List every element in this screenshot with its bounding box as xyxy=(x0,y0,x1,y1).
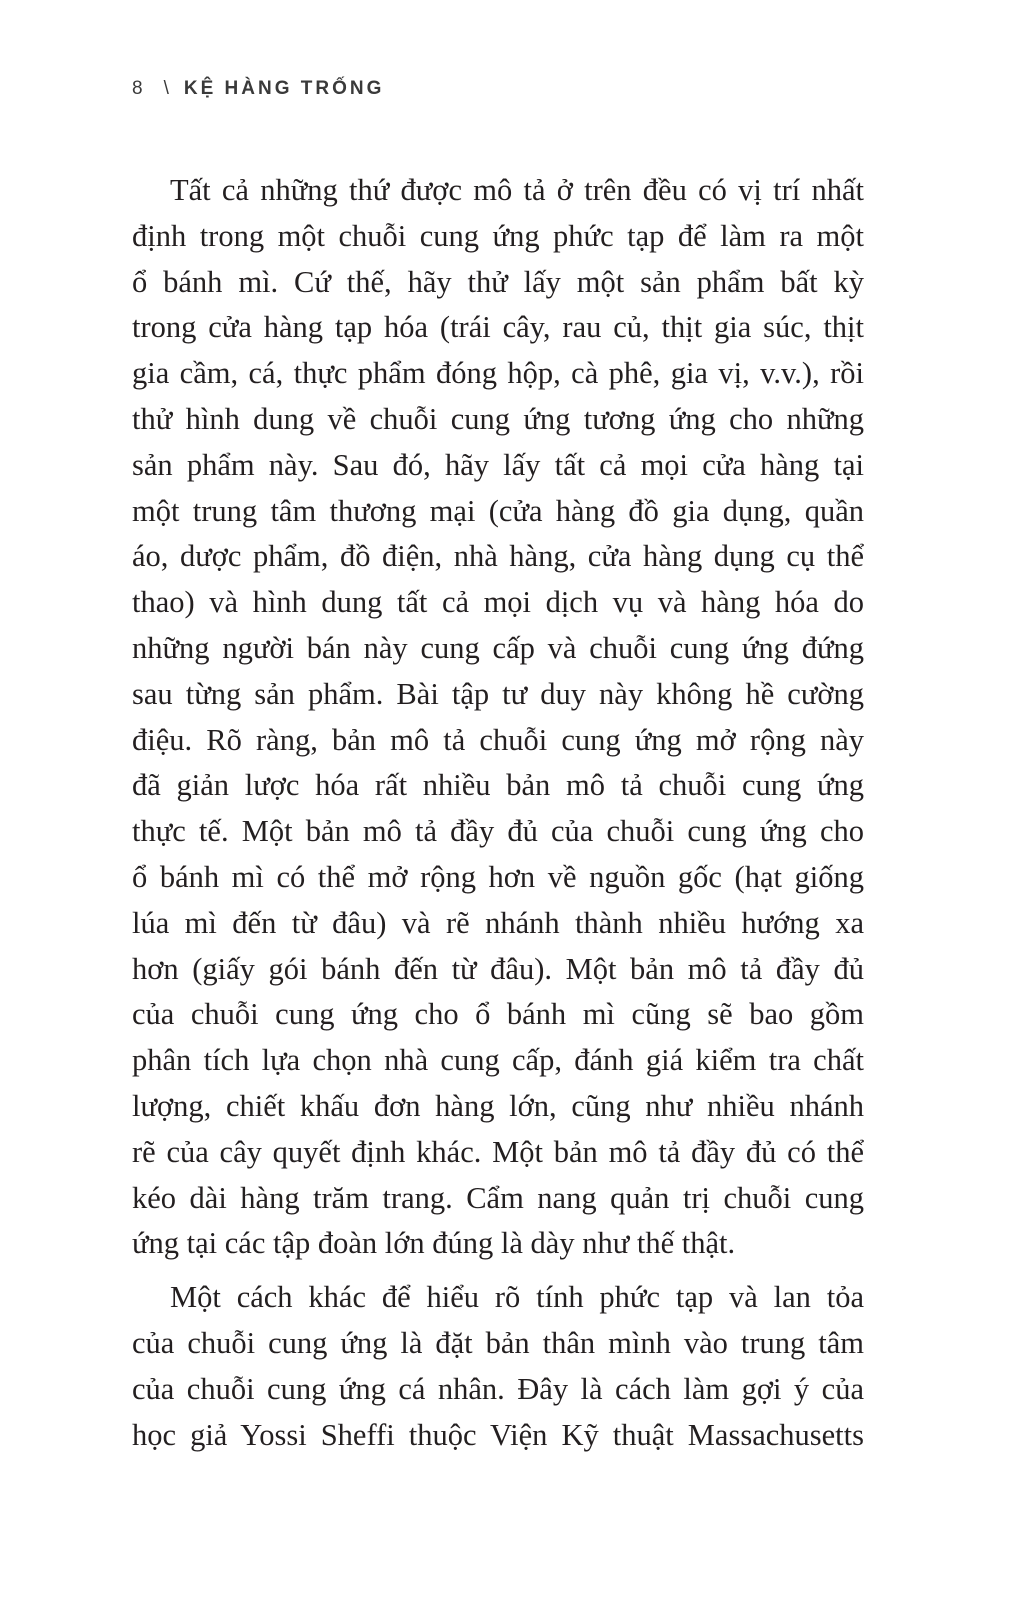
text-line: kéo dài hàng trăm trang. Cẩm nang quản trị chuỗi cung xyxy=(132,1180,864,1215)
text-line: trong cửa hàng tạp hóa (trái cây, rau củ, thịt gia súc, thịt xyxy=(132,310,864,345)
text-line: rẽ của cây quyết định khác. Một bản mô tả đầy đủ có thể xyxy=(132,1134,864,1169)
text-line: lượng, chiết khấu đơn hàng lớn, cũng như nhiều nhánh xyxy=(132,1088,864,1123)
text-line: sản phẩm này. Sau đó, hãy lấy tất cả mọi cửa hàng tại xyxy=(132,447,864,482)
body-text xyxy=(132,168,864,1458)
text-line: gia cầm, cá, thực phẩm đóng hộp, cà phê, gia vị, v.v.), rồi xyxy=(132,356,864,391)
page-number: 8 xyxy=(132,78,146,99)
text-line: thực tế. Một bản mô tả đầy đủ của chuỗi cung ứng cho xyxy=(132,814,864,849)
text-line: áo, dược phẩm, đồ điện, nhà hàng, cửa hàng dụng cụ thể xyxy=(132,539,864,574)
running-header xyxy=(132,78,384,100)
text-line: ổ bánh mì có thể mở rộng hơn về nguồn gốc (hạt giống xyxy=(132,859,864,894)
text-line: hơn (giấy gói bánh đến từ đâu). Một bản mô tả đầy đủ xyxy=(132,951,864,986)
text-line: phân tích lựa chọn nhà cung cấp, đánh giá kiểm tra chất xyxy=(132,1043,864,1078)
text-line: lúa mì đến từ đâu) và rẽ nhánh thành nhiều hướng xa xyxy=(132,905,864,940)
text-line: thao) và hình dung tất cả mọi dịch vụ và hàng hóa do xyxy=(132,585,864,620)
header-separator: \ xyxy=(163,78,172,99)
text-line: Tất cả những thứ được mô tả ở trên đều có vị trí nhất xyxy=(170,173,864,207)
text-line: định trong một chuỗi cung ứng phức tạp để làm ra một xyxy=(132,218,864,253)
text-line: ổ bánh mì. Cứ thế, hãy thử lấy một sản phẩm bất kỳ xyxy=(132,264,864,299)
text-line: của chuỗi cung ứng là đặt bản thân mình vào trung tâm xyxy=(132,1325,864,1360)
text-line: của chuỗi cung ứng cá nhân. Đây là cách làm gợi ý của xyxy=(132,1371,864,1406)
running-title: KỆ HÀNG TRỐNG xyxy=(183,78,385,99)
text-line: những người bán này cung cấp và chuỗi cung ứng đứng xyxy=(132,630,864,665)
text-line: của chuỗi cung ứng cho ổ bánh mì cũng sẽ bao gồm xyxy=(132,997,864,1032)
text-line: Một cách khác để hiểu rõ tính phức tạp và lan tỏa xyxy=(170,1280,864,1315)
text-line: sau từng sản phẩm. Bài tập tư duy này không hề cường xyxy=(132,676,864,711)
text-line: thử hình dung về chuỗi cung ứng tương ứng cho những xyxy=(132,401,864,436)
text-line: ứng tại các tập đoàn lớn đúng là dày như thế thật. xyxy=(132,1226,736,1261)
text-line: điệu. Rõ ràng, bản mô tả chuỗi cung ứng mở rộng này xyxy=(132,722,864,757)
text-line: đã giản lược hóa rất nhiều bản mô tả chuỗi cung ứng xyxy=(132,768,864,803)
text-line: một trung tâm thương mại (cửa hàng đồ gia dụng, quần xyxy=(132,493,864,528)
text-line: học giả Yossi Sheffi thuộc Viện Kỹ thuật Massachusetts xyxy=(132,1417,864,1452)
